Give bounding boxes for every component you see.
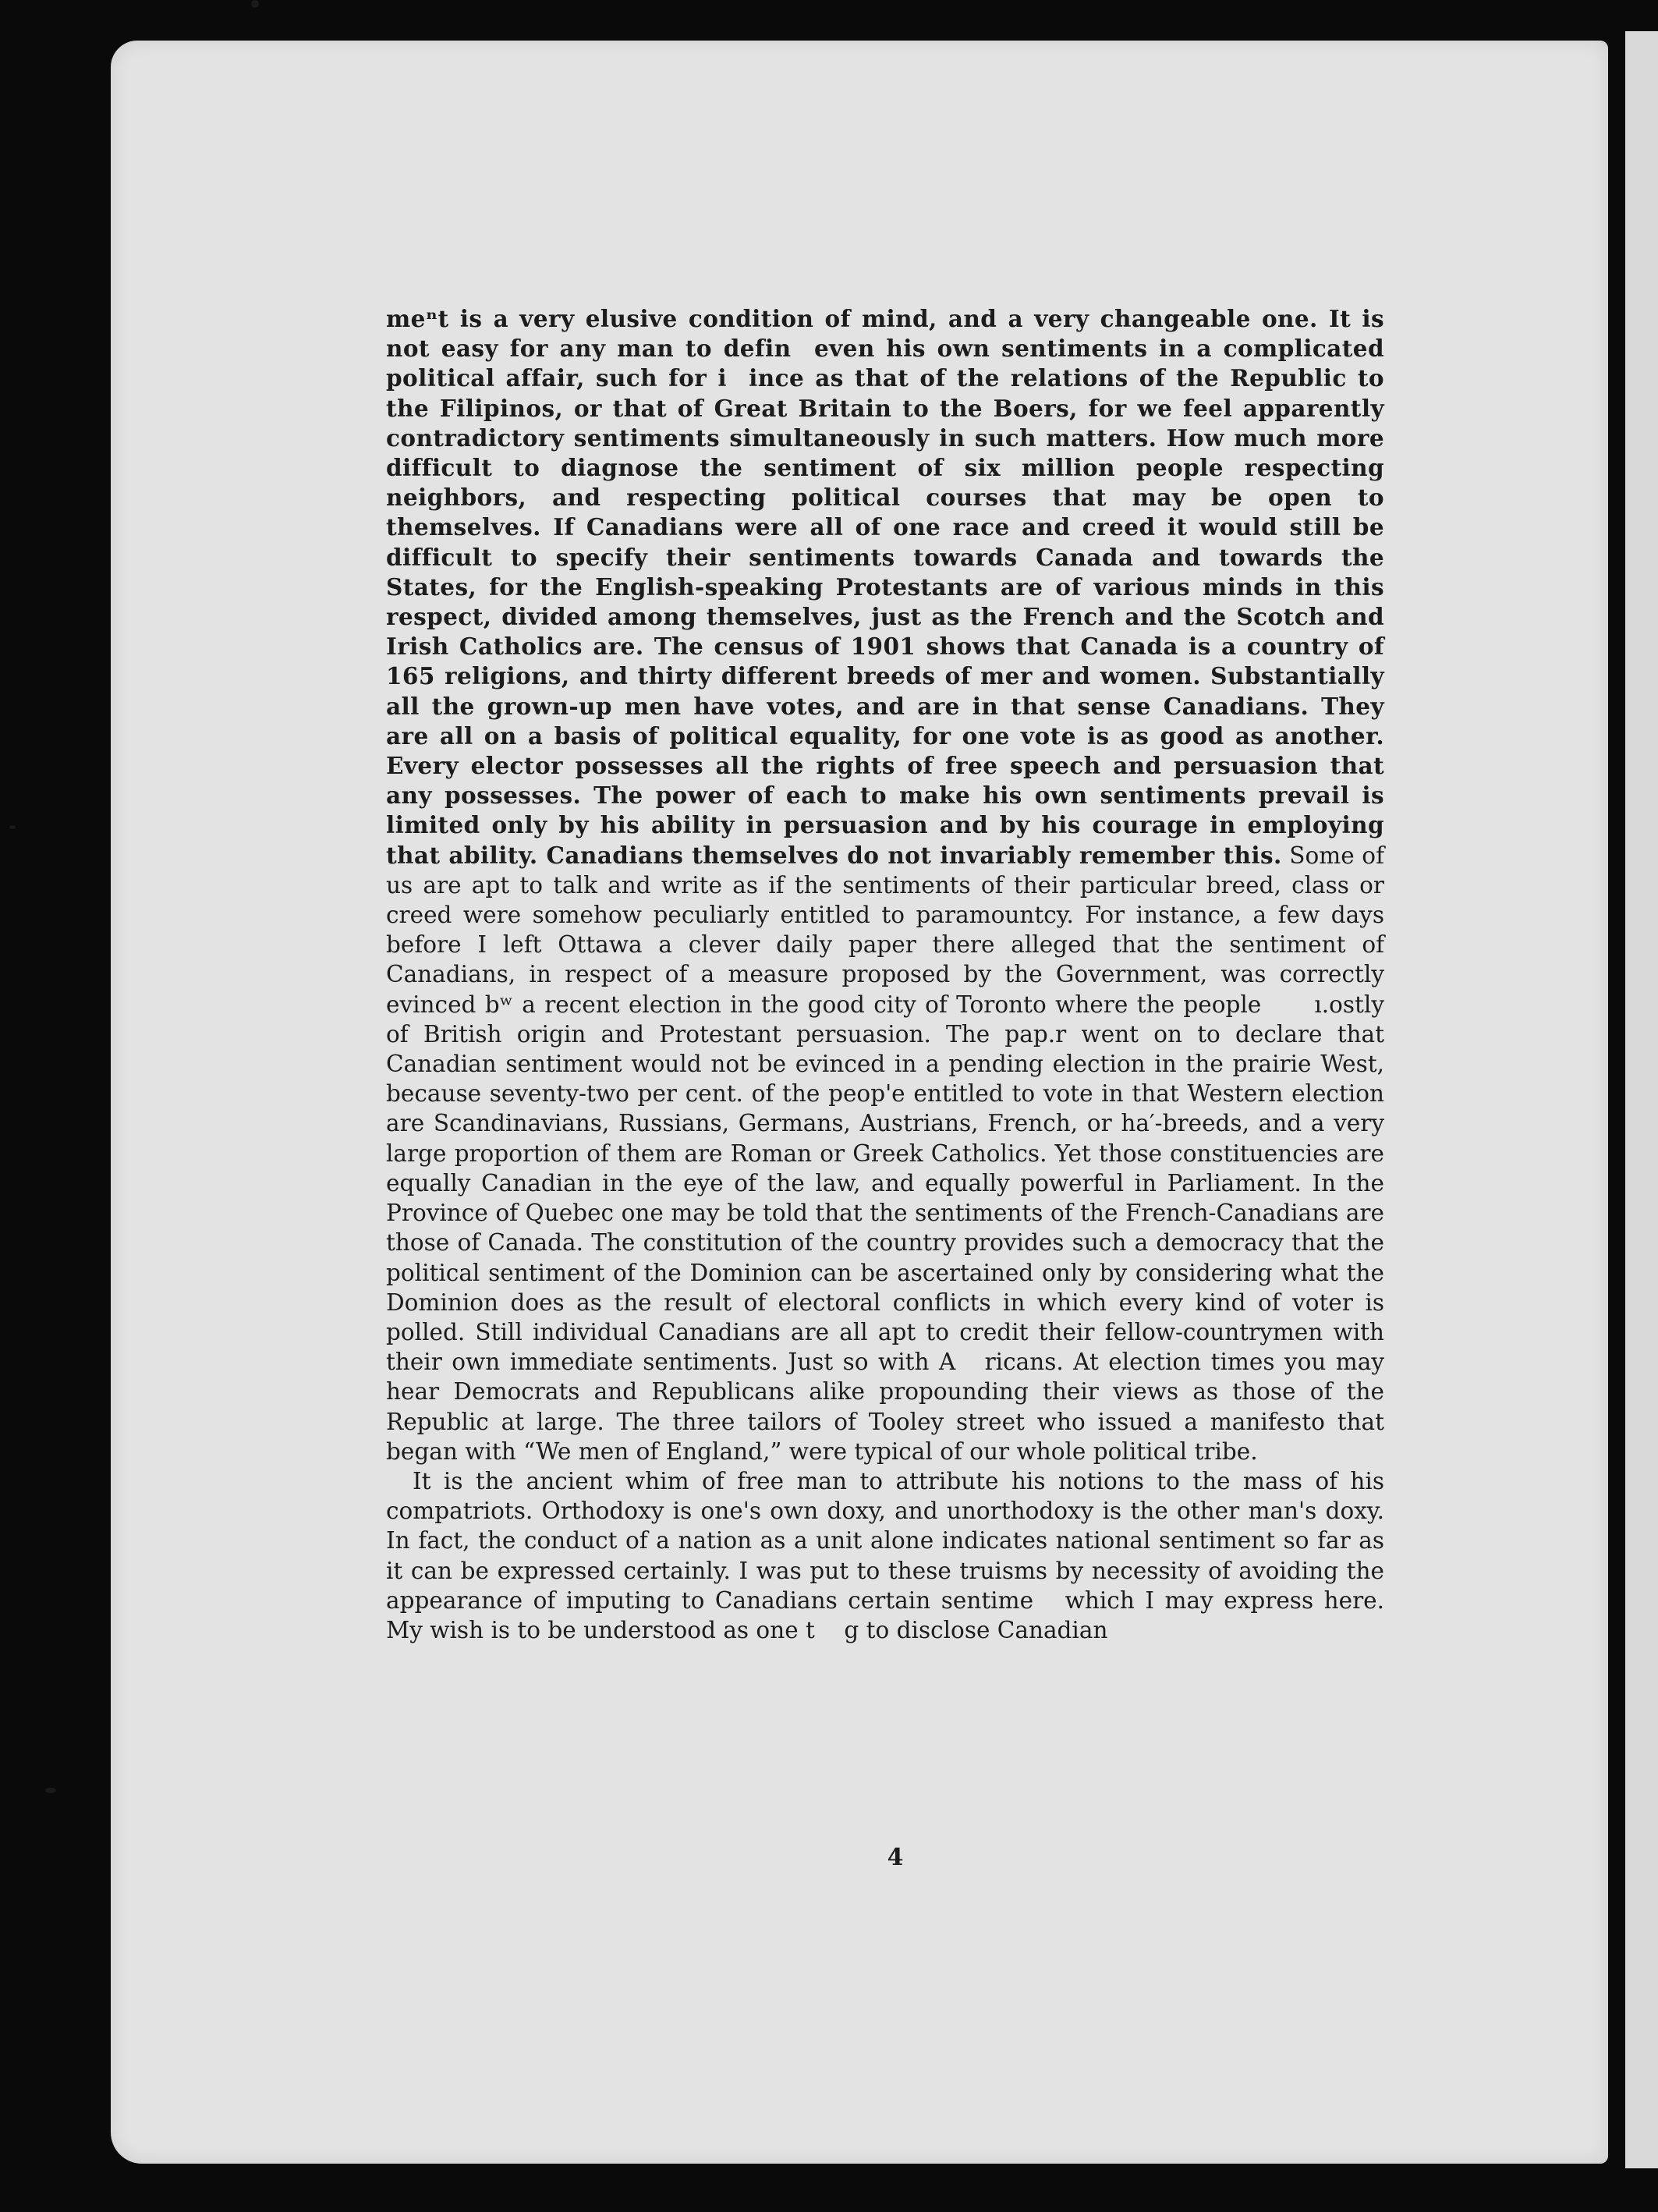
scan-speck: [45, 1788, 56, 1793]
paragraph-2: It is the ancient whim of free man to attribute his notions to the mass of his compatriots. Orthodoxy is one's own doxy, and unorthodoxy is the other man's doxy. In fact, the conduct of a nation as a unit alone indicates national sentiment so far as it can be expressed certainly. I was put to these truisms by necessity of avoiding the appearance of imputing to Canadians certain sentime which I may express here. My wish is to be understood as one t g to disclose Canadian: [386, 1467, 1384, 1643]
scan-speck: [9, 825, 16, 829]
page-number: 4: [887, 1844, 904, 1871]
paragraph-1-text: Some of us are apt to talk and write as if the sentiments of their particular breed, class or creed were somehow peculiarly entitled to paramountcy. For instance, a few days before I left Ottawa a clever daily paper there alleged that the sentiment of Canadians, in respect of a measure proposed by the Government, was correctly evinced bʷ a recent election in the good city of Toronto where the people ı.ostly of British origin and Protestant persuasion. The pap.r went on to declare that Canadian sentiment would not be evinced in a pending election in the prairie West, because seventy-two per cent. of the peop'e entitled to vote in that Western election are Scandinavians, Russians, Germans, Austrians, French, or ha′-breeds, and a very large proportion of them are Roman or Greek Catholics. Yet those constituencies are equally Canadian in the eye of the law, and equally powerful in Parliament. In the Province of Quebec one may be told that the sentiments of the French-Canadians are those of Canada. The constitution of the country provides such a democracy that the political sentiment of the Dominion can be ascertained only by considering what the Dominion does as the result of electoral conflicts in which every kind of voter is polled. Still individual Canadians are all apt to credit their fellow-countrymen with their own immediate sentiments. Just so with A ricans. At election times you may hear Democrats and Republicans alike propounding their views as those of the Republic at large. The three tailors of Tooley street who issued a manifesto that began with “We men of England,” were typical of our whole political tribe.: [386, 842, 1384, 1465]
body-text: [386, 304, 1384, 1645]
scan-speck: [251, 0, 259, 8]
facing-page-edge: [1621, 31, 1658, 2168]
paragraph-1: [386, 304, 1384, 1466]
paragraph-1-bold-text: meⁿt is a very elusive condition of mind, and a very changeable one. It is not easy for any man to defin even his own sentiments in a complicated political affair, such for i ince as that of the relations of the Republic to the Filipinos, or that of Great Britain to the Boers, for we feel apparently contradictory sentiments simultaneously in such matters. How much more difficult to diagnose the sentiment of six million people respecting neighbors, and respecting political courses that may be open to themselves. If Canadians were all of one race and creed it would still be difficult to specify their sentiments towards Canada and towards the States, for the English-speaking Protestants are of various minds in this respect, divided among themselves, just as the French and the Scotch and Irish Catholics are. The census of 1901 shows that Canada is a country of 165 religions, and thirty different breeds of mer and women. Substantially all the grown-up men have votes, and are in that sense Canadians. They are all on a basis of political equality, for one vote is as good as another. Every elector possesses all the rights of free speech and persuasion that any possesses. The power of each to make his own sentiments prevail is limited only by his ability in persuasion and by his courage in employing that ability. Canadians themselves do not invariably remember this.: [386, 305, 1384, 869]
